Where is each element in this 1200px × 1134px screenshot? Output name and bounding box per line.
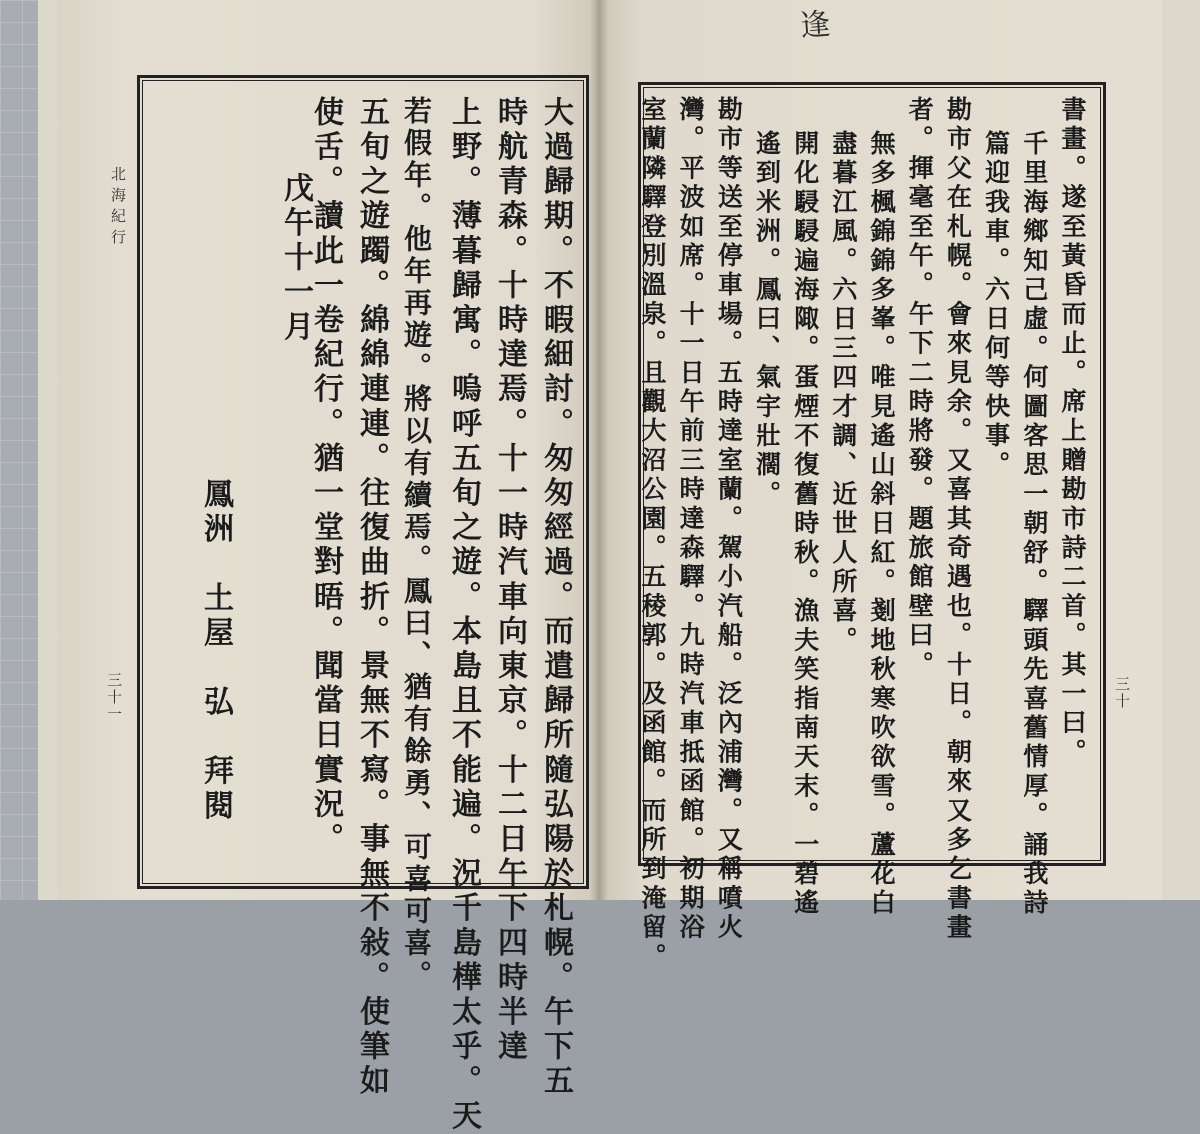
running-header: 北海紀行 xyxy=(109,166,127,250)
left-date: 戊午十一月 xyxy=(278,172,313,345)
right-column-8: 開化駸駸遍海陬。蛋煙不復舊時秋。漁夫笑指南天末。一碧遙 xyxy=(790,130,820,919)
left-column-2: 時航青森。十時達焉。十一時汽車向東京。十二日午下四時半達 xyxy=(492,96,527,1065)
left-column-4: 若假年。他年再遊。將以有續焉。鳳曰、猶有餘勇、可喜可喜。 xyxy=(400,96,433,992)
right-column-9: 遙到米洲。鳳曰、氣宇壯濶。 xyxy=(752,130,782,510)
left-column-5: 五旬之遊躅。綿綿連連。往復曲折。景無不寫。事無不敍。使筆如 xyxy=(354,96,389,1100)
right-column-4: 勘市父在札幌。會來見余。又喜其奇遇也。十日。朝來又多乞書畫 xyxy=(943,96,973,943)
page-number-right: 三十 xyxy=(1113,676,1131,710)
left-column-3: 上野。薄暮歸寓。嗚呼五旬之遊。本島且不能遍。況千島樺太乎。天 xyxy=(446,96,481,1134)
right-column-11: 灣。平波如席。十一日午前三時達森驛。九時汽車抵函館。初期浴 xyxy=(676,96,706,943)
page-number-left: 三十一 xyxy=(105,672,123,723)
right-column-5: 者。揮毫至午。午下二時將發。題旅館壁曰。 xyxy=(905,96,935,680)
right-column-3: 篇迎我車。六日何等快事。 xyxy=(981,130,1011,481)
left-column-6: 使舌。讀此一卷紀行。猶一堂對晤。聞當日實況。 xyxy=(308,96,343,858)
right-column-12: 室蘭隣驛登別溫泉。且觀大沼公園。五稜郭。及函館。而所到淹留。 xyxy=(638,96,667,972)
top-stamp: 逢 xyxy=(799,6,832,44)
right-column-6: 無多楓錦錦多峯。唯見遙山斜日紅。剗地秋寒吹欲雪。蘆花白 xyxy=(867,130,897,919)
right-column-1: 書畫。遂至黃昏而止。席上贈勘市詩二首。其一曰。 xyxy=(1058,96,1087,768)
right-column-2: 千里海鄉知己虛。何圖客思一朝舒。驛頭先喜舊情厚。誦我詩 xyxy=(1019,130,1049,919)
book-gutter xyxy=(590,0,608,900)
right-column-7: 盡暮江風。六日三四才調、近世人所喜。 xyxy=(828,130,858,656)
right-column-10: 勘市等送至停車場。五時達室蘭。駕小汽船。泛內浦灣。又稱噴火 xyxy=(714,96,744,943)
left-column-1: 大過歸期。不暇細討。匆匆經過。而遣歸所隨弘陽於札幌。午下五 xyxy=(538,96,573,1100)
left-signature: 鳳洲 土屋 弘 拜閱 xyxy=(198,478,233,824)
